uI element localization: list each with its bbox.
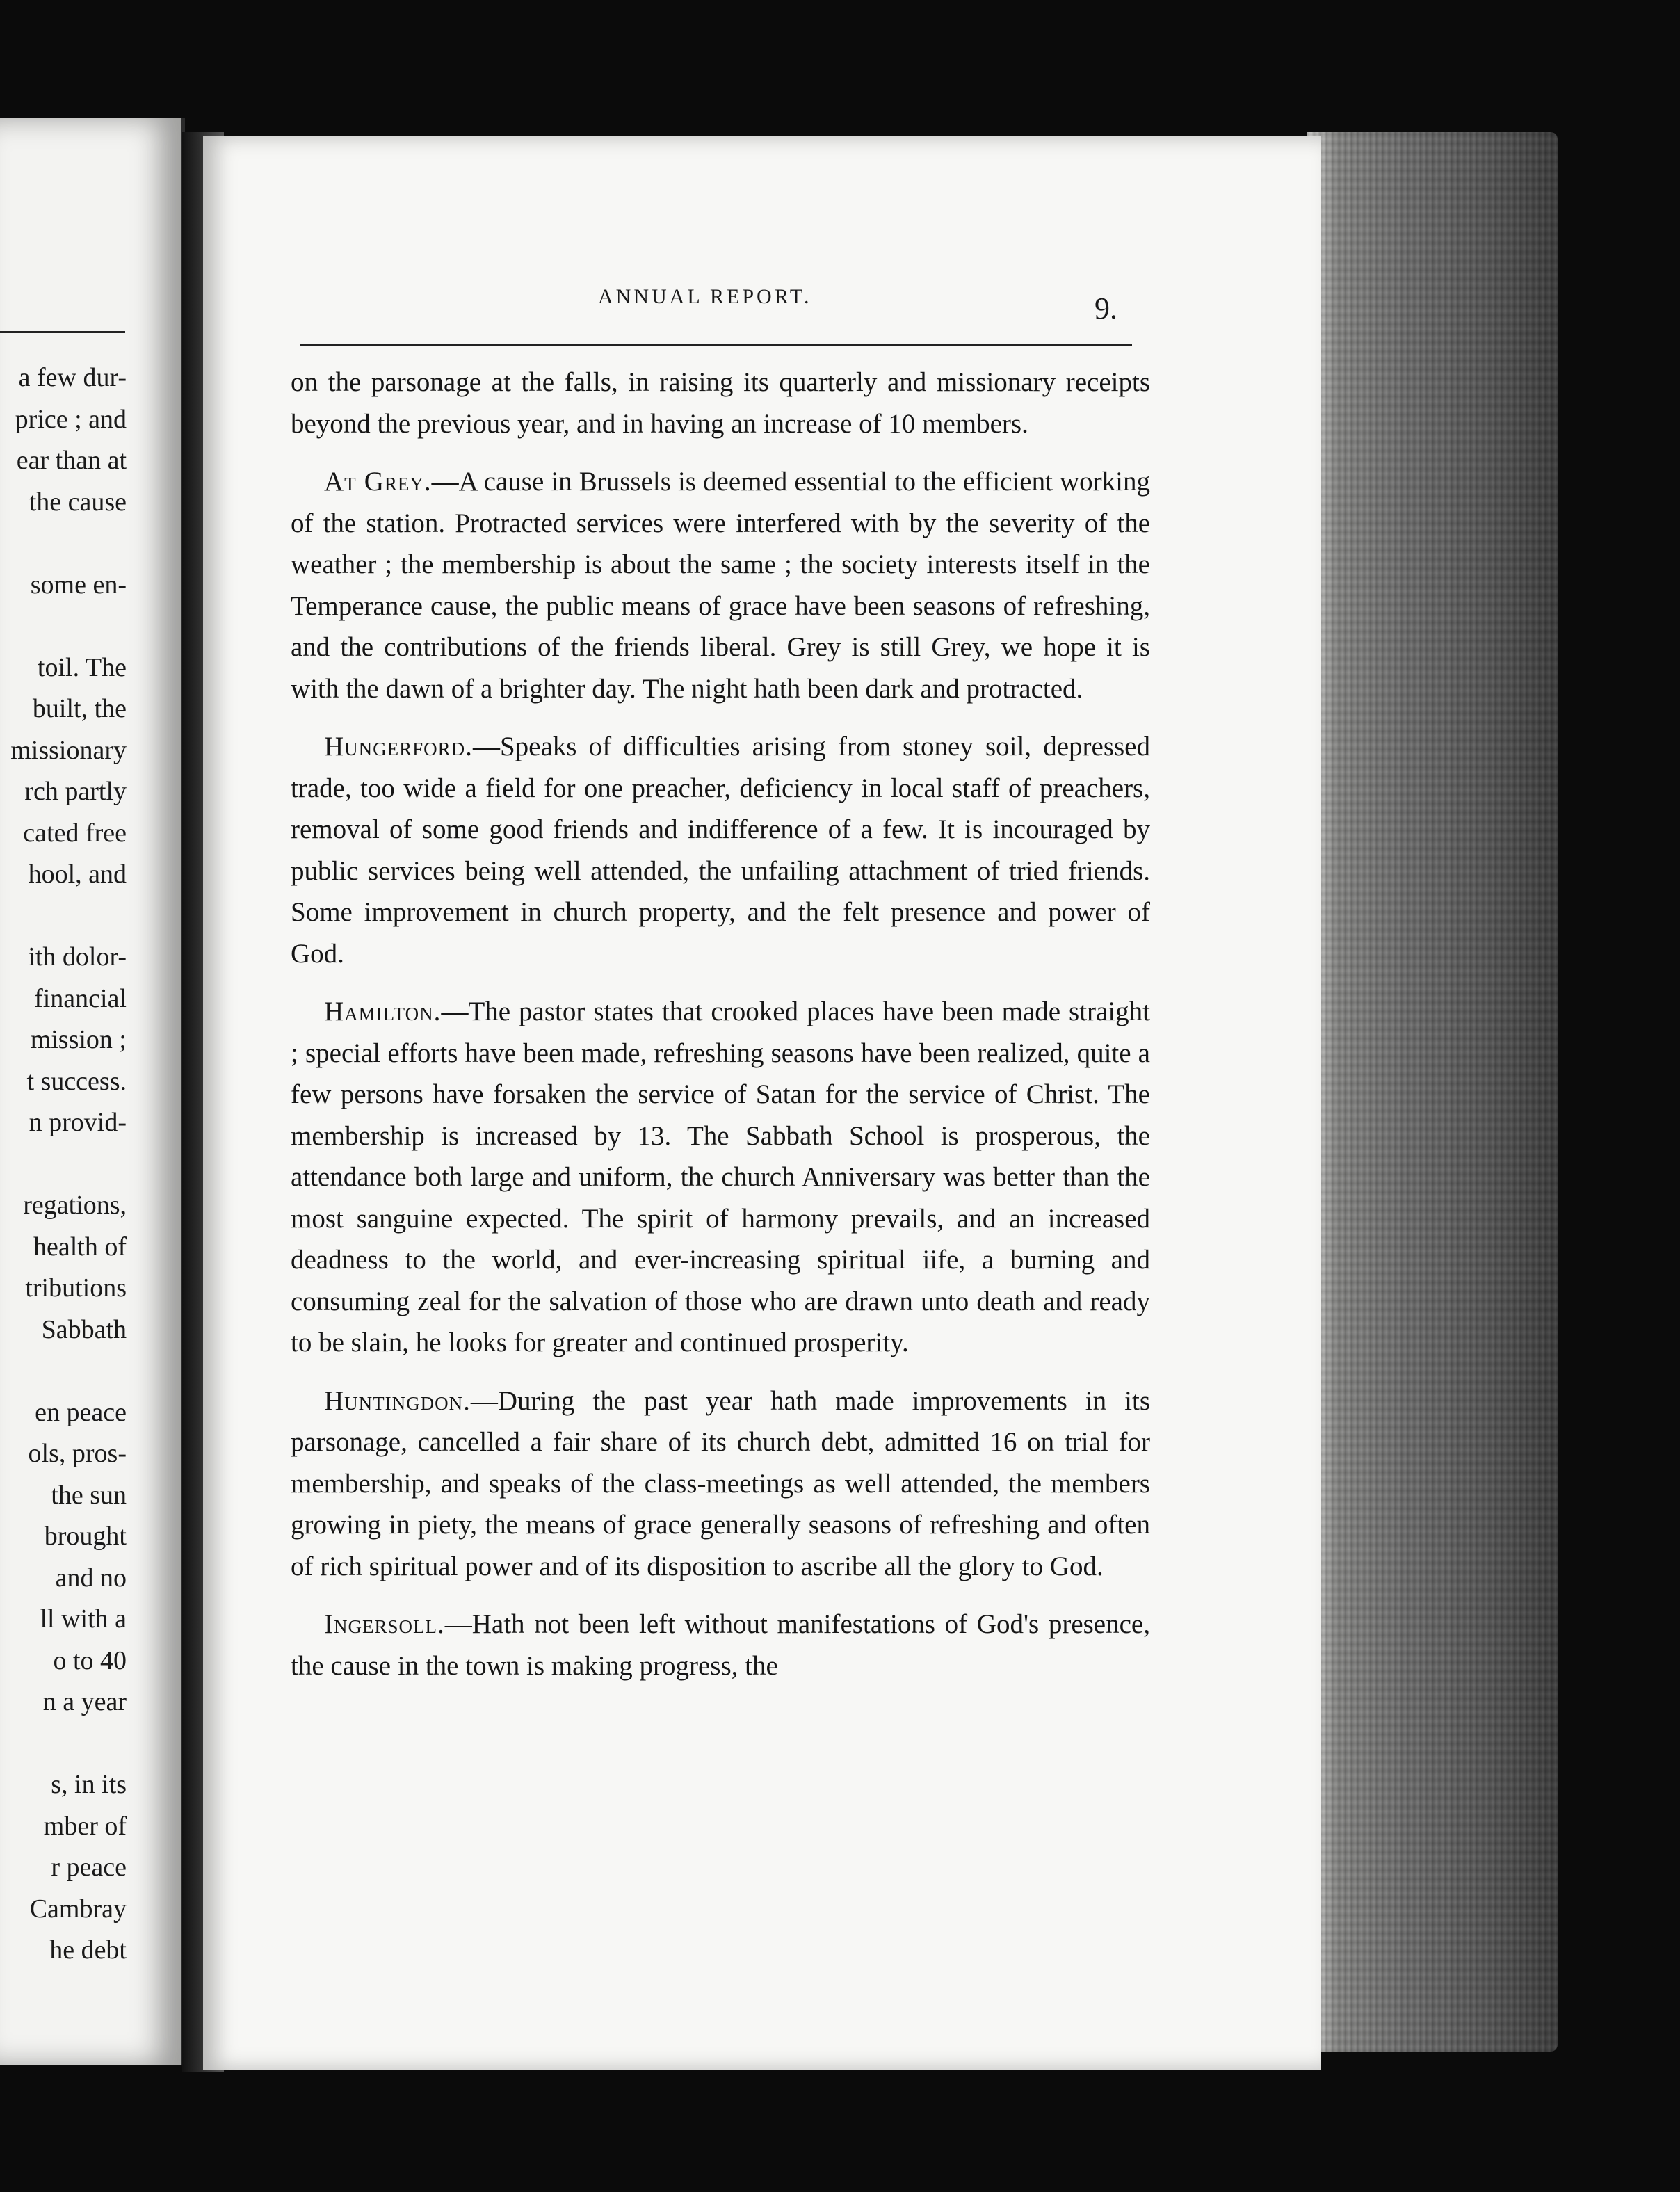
paragraph bbox=[291, 991, 1150, 1364]
left-line: cated free bbox=[23, 818, 127, 848]
facing-page-left bbox=[0, 118, 185, 2065]
paragraph-text: —Speaks of difficulties arising from stoney soil, depressed trade, too wide a field for one preacher, deficiency in local staff of preachers, removal of some good friends and indifference of a few. It is incouraged by public services being well attended, the unfailing attachment of tried friends. Some improvement in church property, and the felt presence and power of God. bbox=[291, 732, 1150, 969]
left-line: Sabbath bbox=[41, 1314, 127, 1344]
section-heading: Ingersoll. bbox=[324, 1609, 445, 1639]
left-page-text bbox=[0, 357, 127, 1972]
left-line: price ; and bbox=[15, 404, 127, 434]
left-line: health of bbox=[33, 1232, 127, 1262]
left-line bbox=[0, 523, 127, 565]
paragraph bbox=[291, 461, 1150, 709]
left-line: hool, and bbox=[28, 860, 127, 889]
left-line: o to 40 bbox=[53, 1645, 127, 1675]
left-line: ear than at bbox=[16, 446, 127, 475]
left-line: mber of bbox=[43, 1811, 127, 1841]
paragraph bbox=[291, 1380, 1150, 1588]
paragraph-text: on the parsonage at the falls, in raising its quarterly and missionary receipts beyond the previous year, and in having an increase of 10 members. bbox=[291, 367, 1150, 439]
paragraph bbox=[291, 362, 1150, 444]
paragraph bbox=[291, 1604, 1150, 1686]
left-line: t success. bbox=[26, 1066, 127, 1096]
left-line bbox=[0, 606, 127, 647]
left-line bbox=[0, 896, 127, 937]
running-head: ANNUAL REPORT. bbox=[598, 285, 812, 308]
left-line: built, the bbox=[32, 694, 127, 723]
left-line bbox=[0, 1144, 127, 1186]
left-line: he debt bbox=[49, 1935, 127, 1965]
left-line bbox=[0, 1723, 127, 1765]
left-line: r peace bbox=[51, 1853, 127, 1882]
left-line: mission ; bbox=[30, 1025, 127, 1054]
section-heading: Huntingdon. bbox=[324, 1385, 471, 1416]
left-line: a few dur- bbox=[18, 363, 127, 392]
section-heading: At Grey. bbox=[324, 467, 432, 497]
paragraph-text: —A cause in Brussels is deemed essential to the efficient working of the station. Protracted services were interfered with by the severity of the weather ; the membership is about the same ; the society interests itself in the Temperance cause, the public means of grace have been seasons of refreshing, and the contributions of the friends liberal. Grey is still Grey, we hope it is with the dawn of a brighter day. The night hath been dark and protracted. bbox=[291, 467, 1150, 704]
left-line: s, in its bbox=[51, 1770, 127, 1799]
book-fore-edge bbox=[1307, 132, 1558, 2052]
paragraph-text: —During the past year hath made improvements in its parsonage, cancelled a fair share of its church debt, admitted 16 on trial for membership, and speaks of the class-meetings as well attended, the members growing in piety, the means of grace generally seasons of refreshing and often of rich spiritual power and of its disposition to ascribe all the glory to God. bbox=[291, 1385, 1150, 1581]
section-heading: Hungerford. bbox=[324, 732, 473, 761]
left-line: n a year bbox=[42, 1687, 127, 1716]
left-line: toil. The bbox=[37, 652, 127, 682]
left-line: the sun bbox=[51, 1480, 127, 1510]
left-line: en peace bbox=[35, 1397, 127, 1427]
left-line: ols, pros- bbox=[28, 1439, 127, 1468]
left-line: tributions bbox=[25, 1273, 127, 1303]
left-head-rule bbox=[0, 331, 125, 333]
paragraph-text: —The pastor states that crooked places have been made straight ; special efforts have been made, refreshing seasons have been realized, quite a few persons have forsaken the service of Satan for the service of Christ. The membership is increased by 13. The Sabbath School is prosperous, the attendance both large and uniform, the church Anniversary was better than the most sanguine expected. The spirit of harmony prevails, and an increased deadness to the world, and ever-increasing spiritual iife, a burning and consuming zeal for the salvation of those who are drawn unto death and ready to be slain, he looks for greater and continued prosperity. bbox=[291, 997, 1150, 1357]
paragraph bbox=[291, 726, 1150, 974]
left-line: and no bbox=[55, 1563, 127, 1593]
left-line: brought bbox=[44, 1522, 127, 1551]
section-heading: Hamilton. bbox=[324, 997, 442, 1026]
left-line: regations, bbox=[23, 1191, 127, 1220]
left-line: the cause bbox=[29, 487, 127, 517]
head-rule bbox=[300, 344, 1132, 346]
left-line: n provid- bbox=[29, 1108, 127, 1137]
left-line: Cambray bbox=[29, 1894, 127, 1924]
paragraph-text: —Hath not been left without manifestations of God's presence, the cause in the town is making progress, the bbox=[291, 1609, 1150, 1681]
left-line bbox=[0, 1351, 127, 1392]
left-line: ll with a bbox=[40, 1604, 127, 1634]
left-line: financial bbox=[34, 983, 127, 1013]
page-number: 9. bbox=[1095, 291, 1117, 325]
left-line: some en- bbox=[30, 570, 127, 599]
left-line: ith dolor- bbox=[28, 942, 127, 972]
left-line: rch partly bbox=[24, 777, 127, 806]
body-text bbox=[291, 362, 1150, 1703]
left-line: missionary bbox=[10, 735, 127, 765]
